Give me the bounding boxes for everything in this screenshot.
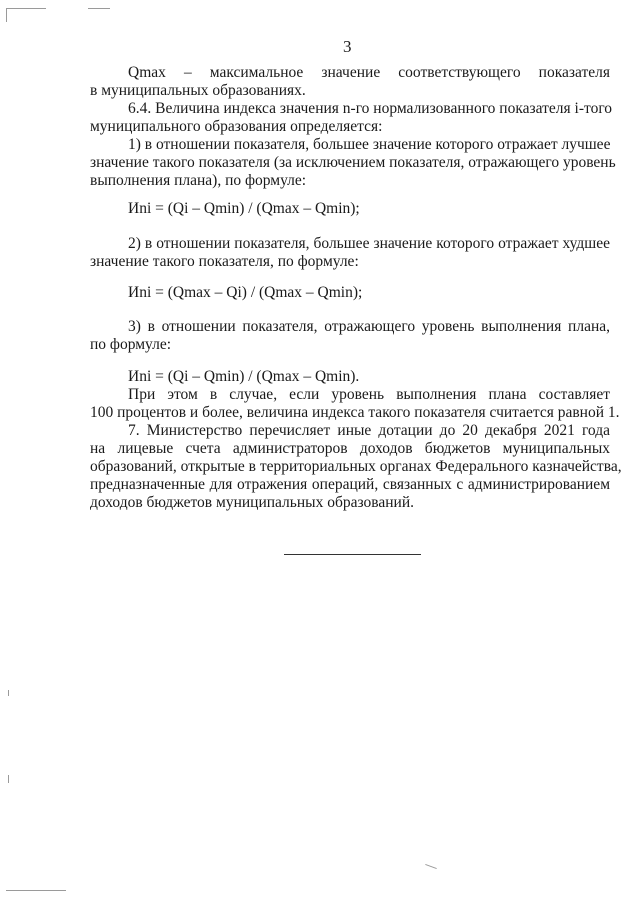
paragraph-6-4 (90, 100, 613, 136)
paragraph-line: 2) в отношении показателя, большее значение которого отражает худшее (128, 235, 610, 252)
item-1 (90, 136, 616, 190)
paragraph-line: При этом в случае, если уровень выполнения плана составляет (128, 386, 610, 403)
scan-edge-mark (6, 8, 7, 22)
paragraph-7 (90, 422, 622, 512)
item-2 (90, 235, 610, 271)
formula-2: Иni = (Qmax – Qi) / (Qmax – Qmin); (128, 284, 363, 301)
paragraph-line: 100 процентов и более, величина индекса такого показателя считается равной 1. (90, 404, 620, 421)
scan-edge-mark (6, 890, 66, 891)
scan-edge-mark (6, 8, 46, 9)
qmax-definition-line: Qmax – максимальное значение соответствующего показателя (128, 64, 610, 81)
paragraph-line: значение такого показателя, по формуле: (90, 253, 359, 270)
scan-edge-mark (8, 690, 9, 696)
paragraph-line: по формуле: (90, 336, 172, 353)
paragraph-line: 6.4. Величина индекса значения n-го нормализованного показателя i-того (128, 100, 613, 117)
paragraph-line: доходов бюджетов муниципальных образований. (90, 494, 414, 511)
scan-edge-mark (8, 775, 9, 783)
paragraph-line: муниципального образования определяется: (90, 118, 383, 135)
formula-1: Иni = (Qi – Qmin) / (Qmax – Qmin); (128, 200, 360, 217)
qmax-definition-line: в муниципальных образованиях. (90, 82, 306, 99)
end-separator-line (284, 554, 421, 555)
paragraph-line: выполнения плана), по формуле: (90, 172, 307, 189)
scan-edge-mark (425, 864, 437, 869)
item-3 (90, 318, 610, 354)
paragraph-line: значение такого показателя (за исключением показателя, отражающего уровень (90, 154, 616, 171)
note-paragraph (90, 386, 620, 422)
qmax-definition (90, 64, 610, 100)
paragraph-line: образований, открытые в территориальных органах Федерального казначейства, (90, 458, 622, 475)
paragraph-line: 1) в отношении показателя, большее значение которого отражает лучшее (128, 136, 611, 153)
paragraph-line: на лицевые счета администраторов доходов бюджетов муниципальных (90, 440, 610, 457)
scan-edge-mark (88, 8, 110, 9)
formula-3: Иni = (Qi – Qmin) / (Qmax – Qmin). (128, 368, 360, 385)
paragraph-line: предназначенные для отражения операций, связанных с администрированием (90, 476, 610, 493)
paragraph-line: 7. Министерство перечисляет иные дотации до 20 декабря 2021 года (128, 422, 610, 439)
paragraph-line: 3) в отношении показателя, отражающего уровень выполнения плана, (128, 318, 610, 335)
page-number: 3 (343, 37, 352, 56)
